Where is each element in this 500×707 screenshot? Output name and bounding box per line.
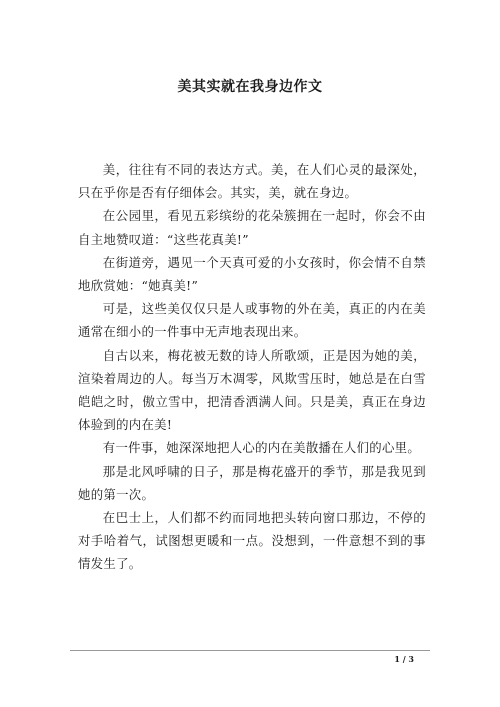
page-number: 1 / 3 <box>394 654 414 664</box>
paragraph: 那是北风呼啸的日子，那是梅花盛开的季节，那是我见到她的第一次。 <box>78 463 426 502</box>
document-title: 美其实就在我身边作文 <box>177 79 323 95</box>
paragraph: 有一件事，她深深地把人心的内在美散播在人们的心里。 <box>102 440 421 456</box>
paragraph: 在公园里，看见五彩缤纷的花朵簇拥在一起时，你会不由自主地赞叹道：“这些花真美!” <box>78 208 426 247</box>
paragraph: 美，往往有不同的表达方式。美，在人们心灵的最深处，只在乎你是否有仔细体会。其实，美，就在身边。 <box>78 162 426 201</box>
paragraph: 自古以来，梅花被无数的诗人所歌颂，正是因为她的美，渲染着周边的人。每当万木凋零，风欺雪压时，她总是在白雪皑皑之时，傲立雪中，把清香洒满人间。只是美，真正在身边体验到的内在美! <box>78 347 426 433</box>
paragraph: 可是，这些美仅仅只是人或事物的外在美，真正的内在美通常在细小的一件事中无声地表现出来。 <box>78 301 426 340</box>
paragraph: 在街道旁，遇见一个天真可爱的小女孩时，你会情不自禁地欣赏她：“她真美!” <box>78 254 426 294</box>
paragraph: 在巴士上，人们都不约而同地把头转向窗口那边，不停的对手哈着气，试图想更暖和一点。没想到，一件意想不到的事情发生了。 <box>78 510 426 572</box>
document-body <box>78 158 426 576</box>
footer-divider <box>70 650 430 651</box>
